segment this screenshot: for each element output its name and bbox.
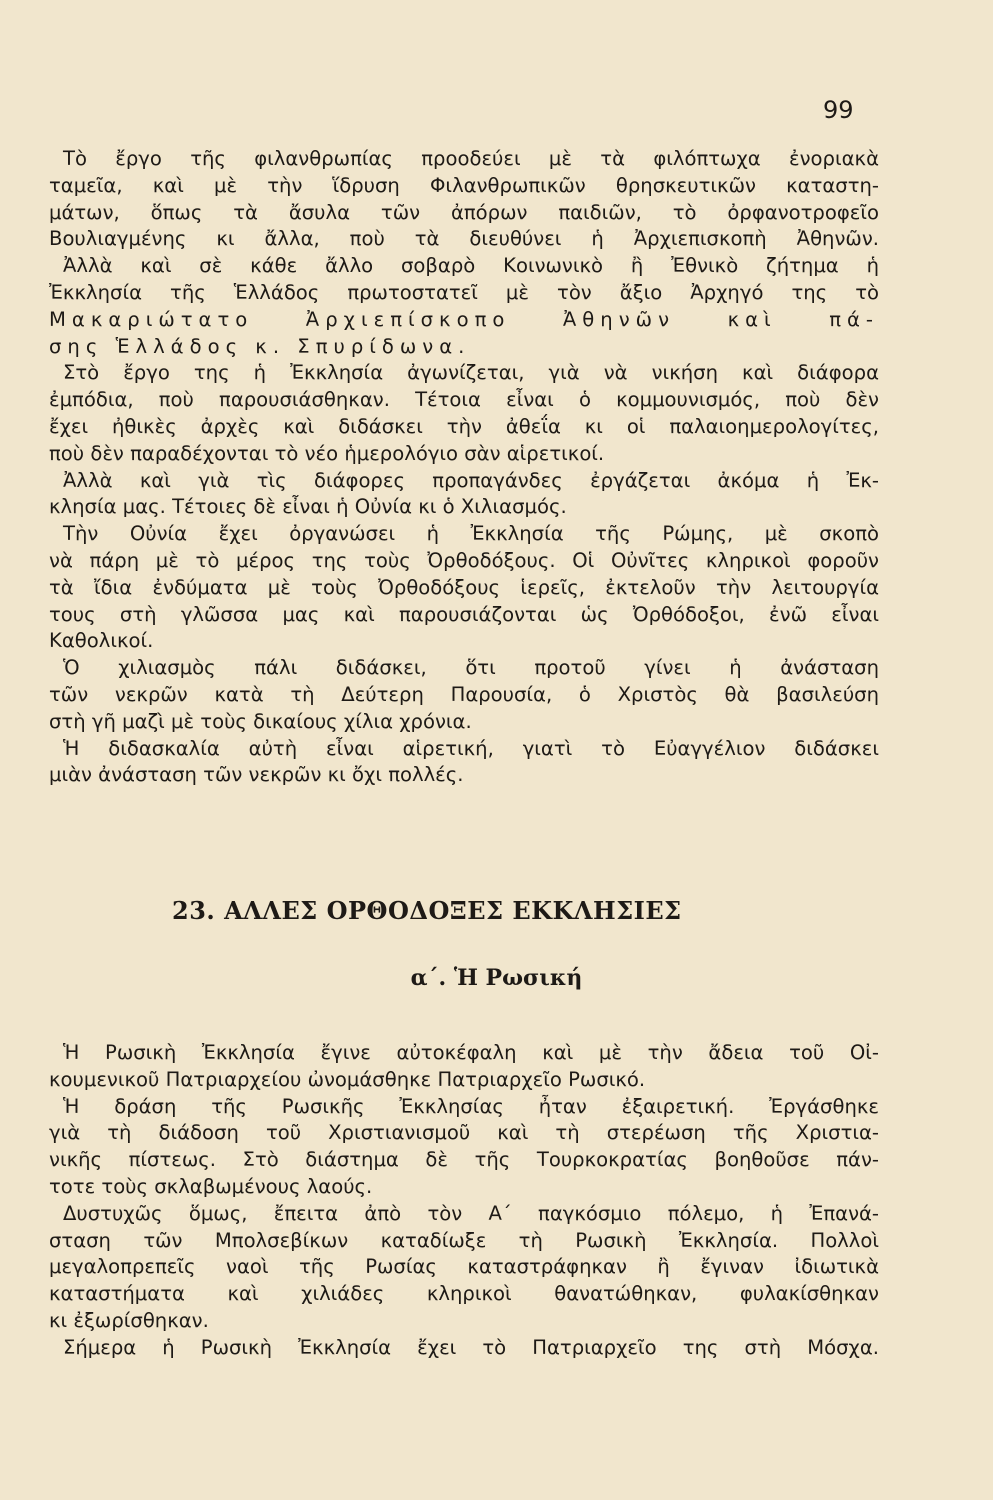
body-text-upper [49, 146, 879, 789]
text-line: Ἀλλὰ καὶ γιὰ τὶς διάφορες προπαγάνδες ἐργάζεται ἀκόμα ἡ Ἐκ- [63, 468, 879, 492]
text-line: Τὸ ἔργο τῆς φιλανθρωπίας προοδεύει μὲ τὰ φιλόπτωχα ἐνοριακὰ [63, 147, 879, 170]
text-line: μάτων, ὅπως τὰ ἄσυλα τῶν ἀπόρων παιδιῶν, τὸ ὀρφανοτροφεῖο [49, 200, 879, 224]
text-line: μιὰν ἀνάσταση τῶν νεκρῶν κι ὄχι πολλές. [49, 763, 464, 787]
text-line: καταστήματα καὶ χιλιάδες κληρικοὶ θανατώθηκαν, φυλακίσθηκαν [49, 1282, 879, 1306]
section-heading: 23. ΑΛΛΕΣ ΟΡΘΟΔΟΞΕΣ ΕΚΚΛΗΣΙΕΣ [172, 896, 682, 925]
text-line: Τὴν Οὐνία ἔχει ὀργανώσει ἡ Ἐκκλησία τῆς Ρώμης, μὲ σκοπὸ [63, 522, 879, 546]
text-line: νικῆς πίστεως. Στὸ διάστημα δὲ τῆς Τουρκοκρατίας βοηθοῦσε πάν- [49, 1148, 879, 1172]
text-line: Μακαριώτατο Ἀρχιεπίσκοπο Ἀθηνῶν καὶ πά- [49, 307, 879, 331]
text-line: Δυστυχῶς ὅμως, ἔπειτα ἀπὸ τὸν Α΄ παγκόσμιο πόλεμο, ἡ Ἐπανά- [63, 1201, 879, 1225]
text-line: ἔχει ἠθικὲς ἀρχὲς καὶ διδάσκει τὴν ἀθεΐα κι οἱ παλαιοημερολογίτες, [49, 414, 879, 438]
text-line: Ὁ χιλιασμὸς πάλι διδάσκει, ὅτι προτοῦ γίνει ἡ ἀνάσταση [63, 656, 879, 680]
text-line: γιὰ τὴ διάδοση τοῦ Χριστιανισμοῦ καὶ τὴ στερέωση τῆς Χριστια- [49, 1121, 879, 1145]
text-line: στὴ γῆ μαζὶ μὲ τοὺς δικαίους χίλια χρόνια. [49, 709, 472, 733]
text-line: τὰ ἴδια ἐνδύματα μὲ τοὺς Ὀρθοδόξους ἱερεῖς, ἐκτελοῦν τὴν λειτουργία [49, 575, 879, 599]
text-line: ποὺ δὲν παραδέχονται τὸ νέο ἡμερολόγιο σὰν αἱρετικοί. [49, 441, 605, 465]
text-line: Ἡ διδασκαλία αὐτὴ εἶναι αἱρετική, γιατὶ τὸ Εὐαγγέλιον διδάσκει [63, 736, 879, 760]
text-line: Ἐκκλησία τῆς Ἑλλάδος πρωτοστατεῖ μὲ τὸν ἄξιο Ἀρχηγό της τὸ [49, 280, 879, 304]
text-line: τῶν νεκρῶν κατὰ τὴ Δεύτερη Παρουσία, ὁ Χριστὸς θὰ βασιλεύση [49, 682, 879, 706]
text-line: ταμεῖα, καὶ μὲ τὴν ἵδρυση Φιλανθρωπικῶν θρησκευτικῶν καταστη- [49, 173, 879, 197]
text-line: μεγαλοπρεπεῖς ναοὶ τῆς Ρωσίας καταστράφηκαν ἢ ἔγιναν ἰδιωτικὰ [49, 1255, 879, 1279]
text-line: ἐμπόδια, ποὺ παρουσιάσθηκαν. Τέτοια εἶναι ὁ κομμουνισμός, ποὺ δὲν [49, 388, 879, 412]
text-line: Ἡ Ρωσικὴ Ἐκκλησία ἔγινε αὐτοκέφαλη καὶ μὲ τὴν ἄδεια τοῦ Οἰ- [63, 1041, 879, 1064]
text-line: Σήμερα ἡ Ρωσικὴ Ἐκκλησία ἔχει τὸ Πατριαρχεῖο της στὴ Μόσχα. [63, 1335, 879, 1359]
text-line: σταση τῶν Μπολσεβίκων καταδίωξε τὴ Ρωσικὴ Ἐκκλησία. Πολλοὶ [49, 1228, 879, 1252]
text-line: Ἡ δράση τῆς Ρωσικῆς Ἐκκλησίας ἦταν ἐξαιρετική. Ἐργάσθηκε [63, 1094, 879, 1118]
text-line: Στὸ ἔργο της ἡ Ἐκκλησία ἀγωνίζεται, γιὰ νὰ νικήση καὶ διάφορα [63, 361, 879, 385]
text-line: κουμενικοῦ Πατριαρχείου ὠνομάσθηκε Πατριαρχεῖο Ρωσικό. [49, 1067, 646, 1091]
text-line: Βουλιαγμένης κι ἄλλα, ποὺ τὰ διευθύνει ἡ Ἀρχιεπισκοπὴ Ἀθηνῶν. [49, 227, 879, 251]
text-line: Ἀλλὰ καὶ σὲ κάθε ἄλλο σοβαρὸ Κοινωνικὸ ἢ Ἐθνικὸ ζήτημα ἡ [63, 254, 879, 278]
text-line: νὰ πάρη μὲ τὸ μέρος της τοὺς Ὀρθοδόξους. Οἱ Οὐνῖτες κληρικοὶ φοροῦν [49, 548, 879, 572]
text-line: τους στὴ γλῶσσα μας καὶ παρουσιάζονται ὡς Ὀρθόδοξοι, ἐνῶ εἶναι [49, 602, 879, 626]
sub-heading: α΄. Ἡ Ρωσική [410, 965, 583, 991]
text-line: σης Ἑλλάδος κ. Σπυρίδωνα. [49, 334, 471, 358]
page-number: 99 [823, 96, 854, 124]
text-line: κι ἐξωρίσθηκαν. [49, 1308, 209, 1332]
text-line: κλησία μας. Τέτοιες δὲ εἶναι ἡ Οὐνία κι ὁ Χιλιασμός. [49, 495, 567, 519]
text-line: τοτε τοὺς σκλαβωμένους λαούς. [49, 1174, 373, 1198]
text-line: Καθολικοί. [49, 629, 154, 653]
body-text-lower [49, 1040, 879, 1362]
